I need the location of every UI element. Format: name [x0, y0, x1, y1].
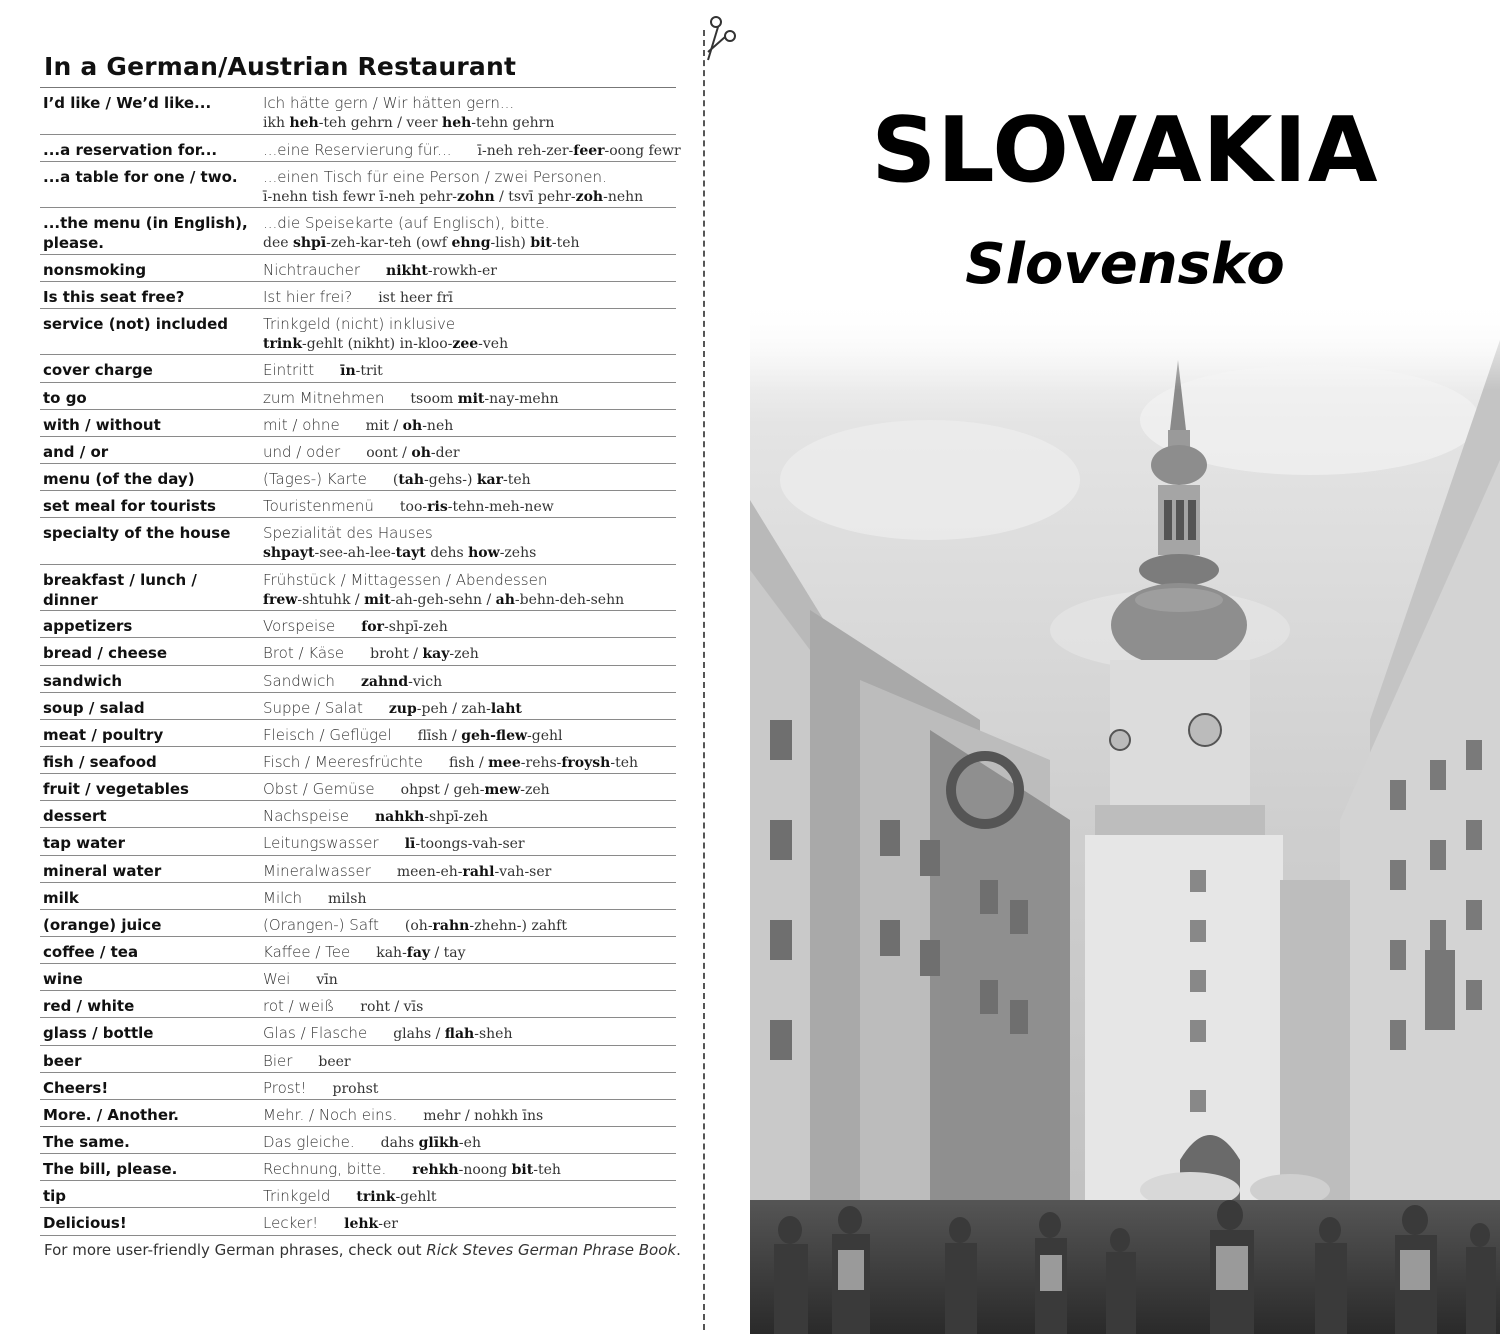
english-phrase: tap water — [43, 834, 125, 853]
german-phrase: Vorspeise — [263, 617, 336, 636]
pronunciation: frew-shtuhk / mit-ah-geh-sehn / ah-behn-deh-sehn — [263, 591, 625, 608]
english-phrase: ...a reservation for... — [43, 140, 218, 159]
german-phrase: rot / weiß — [263, 997, 335, 1016]
german-phrase: Trinkgeld — [263, 1187, 331, 1206]
translation — [263, 442, 683, 463]
pronunciation: ī-neh reh-zer-feer-oong fewr — [477, 142, 681, 159]
translation — [263, 942, 683, 963]
translation — [263, 523, 683, 563]
translation — [263, 415, 683, 436]
translation — [263, 1159, 683, 1180]
pronunciation: nahkh-shpī-zeh — [374, 809, 489, 826]
phrase-row — [40, 309, 676, 356]
english-phrase: The same. — [43, 1132, 130, 1151]
pronunciation: broht / kay-zeh — [370, 646, 479, 663]
english-phrase: More. / Another. — [43, 1105, 179, 1124]
german-phrase: Mehr. / Noch eins. — [263, 1105, 398, 1124]
pronunciation: lī-toongs-vah-ser — [404, 836, 525, 853]
footer-note — [44, 1240, 684, 1260]
phrase-row — [40, 883, 676, 910]
footer-end: . — [676, 1241, 681, 1259]
phrase-row — [40, 638, 676, 665]
german-phrase: Suppe / Salat — [263, 698, 363, 717]
english-phrase: glass / bottle — [43, 1024, 154, 1043]
pronunciation: shpayt-see-ah-lee-tayt dehs how-zehs — [263, 545, 537, 562]
pronunciation: ikh heh-teh gehrn / veer heh-tehn gehrn — [263, 115, 555, 131]
pronunciation: beer — [318, 1053, 351, 1070]
phrase-row — [40, 1018, 676, 1045]
pronunciation: trink-gehlt (nikht) in-kloo-zee-veh — [263, 335, 509, 352]
pronunciation: kah-fay / tay — [376, 944, 466, 961]
phrase-row — [40, 991, 676, 1018]
english-phrase: and / or — [43, 442, 109, 461]
english-phrase: Delicious! — [43, 1214, 127, 1233]
pronunciation: tsoom mit-nay-mehn — [410, 390, 559, 407]
pronunciation: rehkh-noong bit-teh — [412, 1162, 561, 1179]
phrase-row — [40, 1127, 676, 1154]
german-phrase: Brot / Käse — [263, 644, 345, 663]
german-phrase: ...eine Reservierung für... — [263, 140, 452, 159]
translation — [263, 1213, 683, 1234]
english-phrase: meat / poultry — [43, 725, 164, 744]
english-phrase: ...the menu (in English), please. — [43, 214, 248, 253]
german-phrase: Sandwich — [263, 671, 335, 690]
translation — [263, 1023, 683, 1044]
english-phrase: mineral water — [43, 861, 162, 880]
phrase-row — [40, 88, 676, 135]
phrase-row — [40, 1100, 676, 1127]
pronunciation: ist heer frī — [378, 289, 454, 306]
english-phrase: service (not) included — [43, 314, 228, 333]
english-phrase: specialty of the house — [43, 524, 231, 543]
phrase-row — [40, 828, 676, 855]
english-phrase: soup / salad — [43, 698, 145, 717]
translation — [263, 643, 683, 664]
translation — [263, 1132, 683, 1153]
german-phrase: Bier — [263, 1051, 293, 1070]
translation — [263, 698, 683, 719]
pronunciation: trink-gehlt — [356, 1189, 437, 1206]
english-phrase: I’d like / We’d like... — [43, 94, 212, 112]
phrase-row — [40, 1208, 676, 1235]
phrase-row — [40, 774, 676, 801]
german-phrase: Das gleiche. — [263, 1132, 355, 1151]
translation — [263, 616, 683, 637]
scissors-icon — [704, 14, 738, 64]
german-phrase: ...einen Tisch für eine Person / zwei Personen. — [263, 167, 607, 186]
pronunciation: fish / mee-rehs-froysh-teh — [448, 754, 639, 771]
translation — [263, 1078, 683, 1099]
german-phrase: Fisch / Meeresfrüchte — [263, 752, 423, 771]
german-phrase: mit / ohne — [263, 415, 340, 434]
translation — [263, 213, 683, 253]
phrase-row — [40, 937, 676, 964]
phrase-row — [40, 720, 676, 747]
english-phrase: to go — [43, 388, 87, 407]
pronunciation: (oh-rahn-zhehn-) zahft — [404, 917, 567, 934]
translation — [263, 388, 683, 409]
german-phrase: Fleisch / Geflügel — [263, 725, 392, 744]
translation — [263, 360, 683, 381]
german-phrase: Nachspeise — [263, 807, 349, 826]
german-phrase: (Tages-) Karte — [263, 469, 367, 488]
english-phrase: sandwich — [43, 671, 123, 690]
pronunciation: ohpst / geh-mew-zeh — [400, 782, 550, 799]
pronunciation: for-shpī-zeh — [361, 619, 448, 636]
translation — [263, 861, 683, 882]
german-phrase: Frühstück / Mittagessen / Abendessen — [263, 570, 548, 589]
translation — [263, 915, 683, 936]
pronunciation: zup-peh / zah-laht — [388, 700, 522, 717]
translation — [263, 1186, 683, 1207]
phrase-row — [40, 565, 676, 612]
translation — [263, 496, 683, 517]
phrase-row — [40, 208, 676, 255]
english-phrase: tip — [43, 1187, 67, 1206]
cover-page — [750, 0, 1500, 1334]
phrase-row — [40, 282, 676, 309]
cover-title: SLOVAKIA — [871, 98, 1379, 203]
german-phrase: (Orangen-) Saft — [263, 915, 379, 934]
footer-book-title: Rick Steves German Phrase Book — [426, 1241, 677, 1259]
phrase-row — [40, 964, 676, 991]
pronunciation: milsh — [328, 890, 367, 907]
german-phrase: zum Mitnehmen — [263, 388, 385, 407]
phrase-row — [40, 491, 676, 518]
pronunciation: flīsh / geh-flew-gehl — [417, 727, 563, 744]
phrase-row — [40, 437, 676, 464]
translation — [263, 888, 683, 909]
phrase-row — [40, 410, 676, 437]
english-phrase: breakfast / lunch / dinner — [43, 570, 197, 609]
german-phrase: Spezialität des Hauses — [263, 524, 433, 543]
english-phrase: ...a table for one / two. — [43, 167, 238, 186]
english-phrase: Cheers! — [43, 1078, 109, 1097]
german-phrase: Kaffee / Tee — [263, 942, 351, 961]
german-phrase: Wei — [263, 970, 291, 989]
phrase-row — [40, 693, 676, 720]
phrase-row — [40, 383, 676, 410]
pronunciation: īn-trit — [340, 363, 383, 380]
german-phrase: Milch — [263, 888, 303, 907]
english-phrase: fruit / vegetables — [43, 780, 189, 799]
pronunciation: dahs glīkh-eh — [380, 1134, 481, 1151]
english-phrase: set meal for tourists — [43, 497, 216, 516]
translation — [263, 833, 683, 854]
english-phrase: red / white — [43, 997, 135, 1016]
german-phrase: Eintritt — [263, 361, 315, 380]
translation — [263, 1051, 683, 1072]
pronunciation: (tah-gehs-) kar-teh — [392, 471, 531, 488]
pronunciation: dee shpī-zeh-kar-teh (owf ehng-lish) bit-teh — [263, 235, 580, 252]
translation — [263, 469, 683, 490]
english-phrase: fish / seafood — [43, 752, 157, 771]
translation — [263, 93, 683, 133]
phrase-row — [40, 162, 676, 209]
cut-line — [703, 30, 705, 1330]
section-title: In a German/Austrian Restaurant — [44, 52, 517, 81]
german-phrase: Rechnung, bitte. — [263, 1160, 387, 1179]
german-phrase: Obst / Gemüse — [263, 780, 375, 799]
phrase-row — [40, 518, 676, 565]
translation — [263, 725, 683, 746]
cover-subtitle: Slovensko — [965, 232, 1285, 297]
german-phrase: Prost! — [263, 1078, 307, 1097]
german-phrase: Ich hätte gern / Wir hätten gern... — [263, 94, 515, 112]
phrase-row — [40, 910, 676, 937]
german-phrase: Glas / Flasche — [263, 1024, 368, 1043]
german-phrase: Touristenmenü — [263, 497, 374, 516]
pronunciation: ī-nehn tish fewr ī-neh pehr-zohn / tsvī pehr-zoh-nehn — [263, 188, 644, 205]
phrase-row — [40, 611, 676, 638]
translation — [263, 996, 683, 1017]
german-phrase: und / oder — [263, 442, 341, 461]
pronunciation: zahnd-vich — [360, 673, 443, 690]
pronunciation: too-ris-tehn-meh-new — [399, 499, 554, 516]
pronunciation: nikht-rowkh-er — [386, 262, 497, 279]
translation — [263, 570, 683, 610]
english-phrase: beer — [43, 1051, 82, 1070]
english-phrase: The bill, please. — [43, 1160, 178, 1179]
translation — [263, 779, 683, 800]
translation — [263, 260, 683, 281]
german-phrase: Trinkgeld (nicht) inklusive — [263, 314, 456, 333]
translation — [263, 314, 683, 354]
english-phrase: cover charge — [43, 361, 153, 380]
translation — [263, 167, 683, 207]
pronunciation: glahs / flah-sheh — [393, 1026, 513, 1043]
phrase-table — [40, 87, 681, 1236]
phrase-row — [40, 135, 681, 162]
pronunciation: meen-eh-rahl-vah-ser — [396, 863, 552, 880]
german-phrase: ...die Speisekarte (auf Englisch), bitte. — [263, 214, 550, 233]
english-phrase: bread / cheese — [43, 644, 168, 663]
translation — [263, 287, 683, 308]
german-phrase: Lecker! — [263, 1214, 319, 1233]
street-photo — [750, 300, 1500, 1334]
pronunciation: oont / oh-der — [366, 444, 460, 461]
translation — [263, 752, 683, 773]
english-phrase: nonsmoking — [43, 260, 147, 279]
english-phrase: dessert — [43, 807, 107, 826]
pronunciation: roht / vīs — [360, 999, 424, 1016]
phrase-row — [40, 464, 676, 491]
phrase-row — [40, 856, 676, 883]
pronunciation: prohst — [332, 1080, 379, 1097]
english-phrase: milk — [43, 888, 79, 907]
german-phrase: Ist hier frei? — [263, 287, 353, 306]
translation — [263, 140, 683, 161]
phrase-row — [40, 1073, 676, 1100]
phrase-row — [40, 1046, 676, 1073]
german-phrase: Leitungswasser — [263, 834, 379, 853]
english-phrase: appetizers — [43, 617, 133, 636]
translation — [263, 1105, 683, 1126]
translation — [263, 969, 683, 990]
english-phrase: with / without — [43, 415, 161, 434]
phrase-row — [40, 1154, 676, 1181]
phrase-row — [40, 801, 676, 828]
translation — [263, 806, 683, 827]
english-phrase: coffee / tea — [43, 942, 139, 961]
english-phrase: Is this seat free? — [43, 287, 185, 306]
phrase-row — [40, 747, 676, 774]
phrase-row — [40, 666, 676, 693]
english-phrase: wine — [43, 970, 83, 989]
pronunciation: lehk-er — [344, 1216, 398, 1233]
english-phrase: (orange) juice — [43, 915, 162, 934]
phrase-row — [40, 355, 676, 382]
phrase-row — [40, 1181, 676, 1208]
german-phrase: Nichtraucher — [263, 260, 361, 279]
footer-text: For more user-friendly German phrases, check out — [44, 1241, 427, 1259]
english-phrase: menu (of the day) — [43, 469, 195, 488]
translation — [263, 671, 683, 692]
german-phrase: Mineralwasser — [263, 861, 371, 880]
phrase-row — [40, 255, 676, 282]
pronunciation: mehr / nohkh īns — [423, 1107, 544, 1124]
pronunciation: mit / oh-neh — [365, 417, 454, 434]
pronunciation: vīn — [316, 972, 338, 989]
